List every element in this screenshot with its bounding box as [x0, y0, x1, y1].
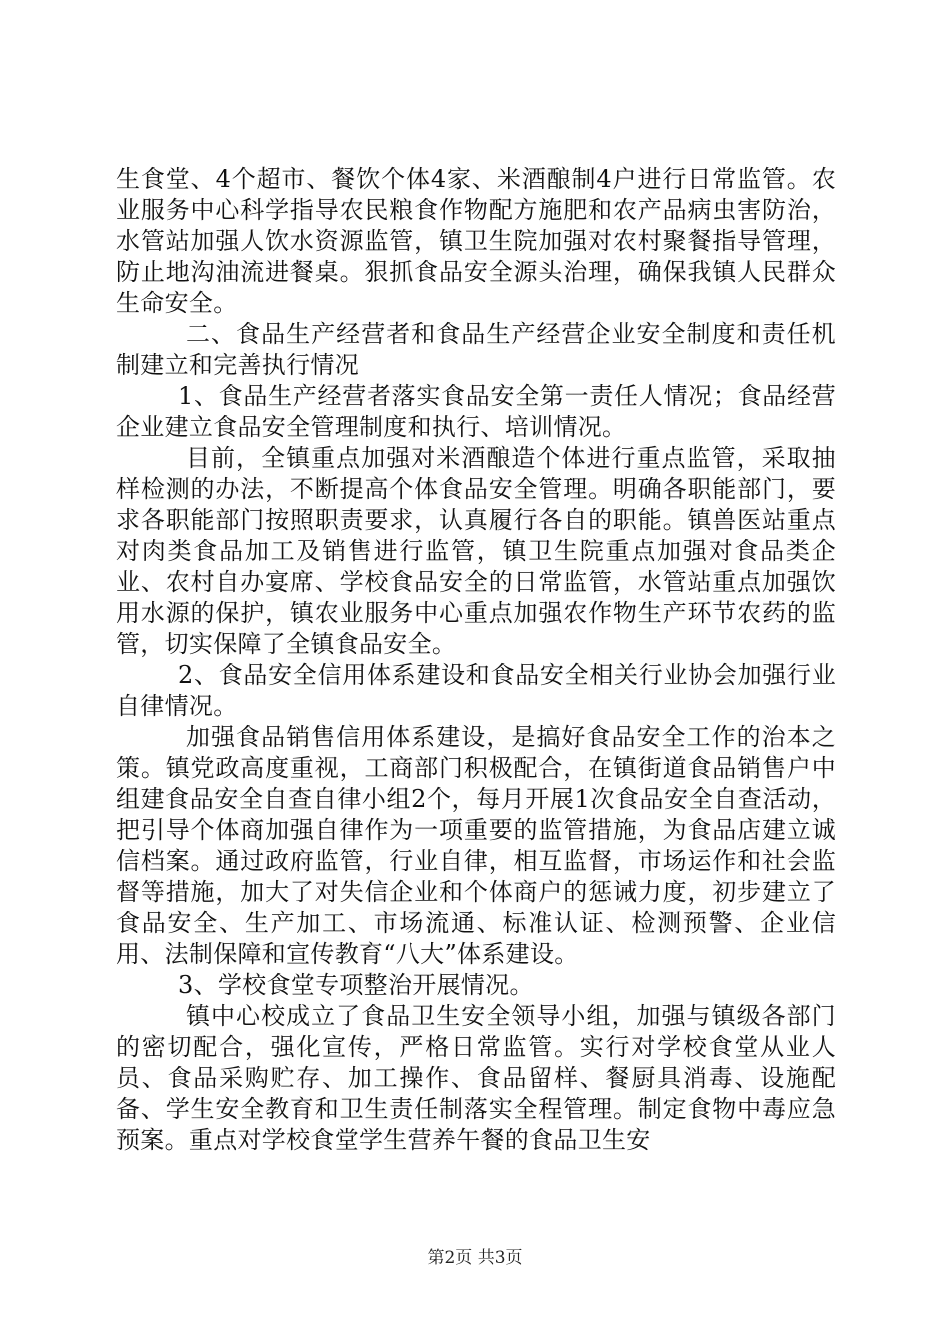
document-body: [116, 164, 836, 1156]
subsection-heading-3: 3、学校食堂专项整治开展情况。: [178, 971, 534, 999]
paragraph-continuation: 生食堂、4个超市、餐饮个体4家、米酒酿制4户进行日常监管。农业服务中心科学指导农民粮食作物配方施肥和农产品病虫害防治，水管站加强人饮水资源监管，镇卫生院加强对农村聚餐指导管理，防止地沟油流进餐桌。狠抓食品安全源头治理，确保我镇人民群众生命安全。: [116, 165, 836, 317]
section-heading: 二、食品生产经营者和食品生产经营企业安全制度和责任机制建立和完善执行情况: [116, 320, 836, 379]
paragraph-body-3: 镇中心校成立了食品卫生安全领导小组，加强与镇级各部门的密切配合，强化宣传，严格日常监管。实行对学校食堂从业人员、食品采购贮存、加工操作、食品留样、餐厨具消毒、设施配备、学生安全教育和卫生责任制落实全程管理。制定食物中毒应急预案。重点对学校食堂学生营养午餐的食品卫生安: [116, 1002, 836, 1154]
page-footer: 第2页 共3页: [427, 1248, 523, 1268]
paragraph-body-2: 加强食品销售信用体系建设，是搞好食品安全工作的治本之策。镇党政高度重视，工商部门积极配合，在镇街道食品销售户中组建食品安全自查自律小组2个，每月开展1次食品安全自查活动，把引导个体商加强自律作为一项重要的监管措施，为食品店建立诚信档案。通过政府监管，行业自律，相互监督，市场运作和社会监督等措施，加大了对失信企业和个体商户的惩诫力度，初步建立了食品安全、生产加工、市场流通、标准认证、检测预警、企业信用、法制保障和宣传教育“八大”体系建设。: [116, 723, 836, 968]
paragraph-body-1: 目前，全镇重点加强对米酒酿造个体进行重点监管，采取抽样检测的办法，不断提高个体食品安全管理。明确各职能部门，要求各职能部门按照职责要求，认真履行各自的职能。镇兽医站重点对肉类食品加工及销售进行监管，镇卫生院重点加强对食品类企业、农村自办宴席、学校食品安全的日常监管，水管站重点加强饮用水源的保护，镇农业服务中心重点加强农作物生产环节农药的监管，切实保障了全镇食品安全。: [116, 444, 836, 658]
subsection-heading-1: 1、食品生产经营者落实食品安全第一责任人情况；食品经营企业建立食品安全管理制度和执行、培训情况。: [116, 382, 836, 441]
subsection-heading-2: 2、食品安全信用体系建设和食品安全相关行业协会加强行业自律情况。: [116, 661, 836, 720]
